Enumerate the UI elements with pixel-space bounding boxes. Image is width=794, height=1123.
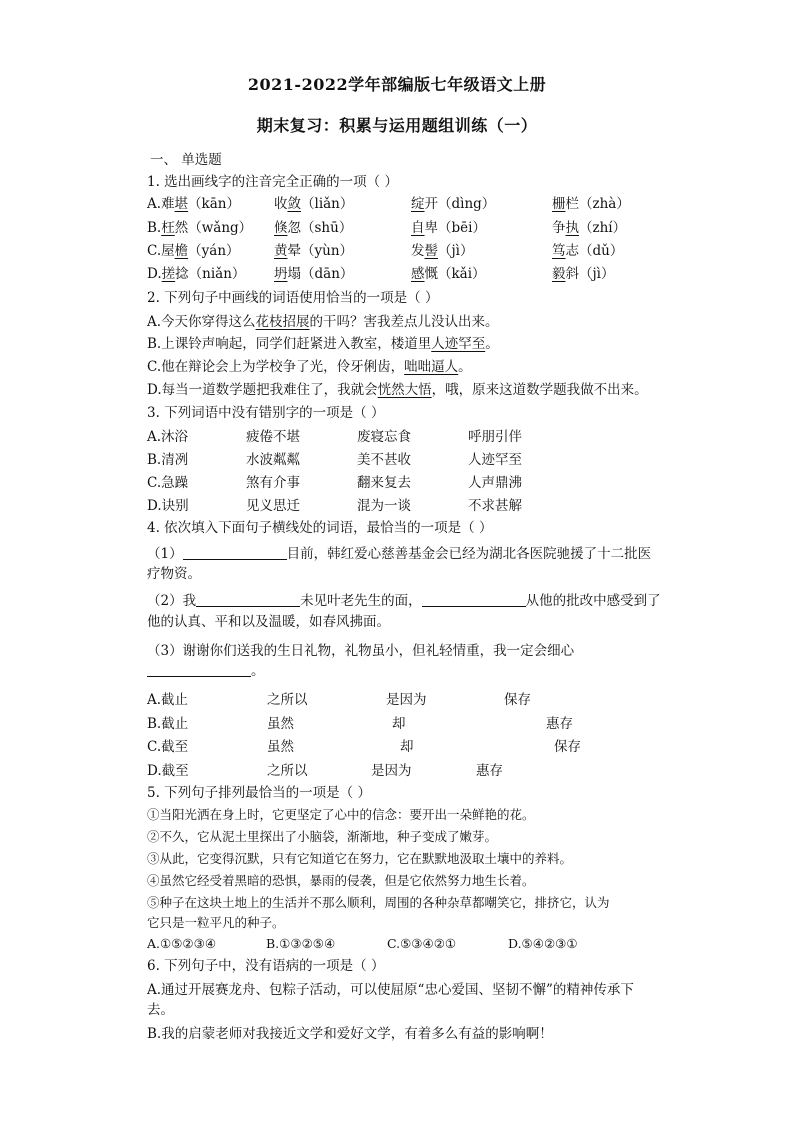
option-cell [411,265,486,283]
cell-text: 晕（yùn） [287,243,354,259]
question-6-stem: 6. 下列句子中，没有语病的一项是（ ） [147,958,385,974]
cell-text: （liǎn） [301,196,354,212]
cell-text: （jì） [438,243,474,259]
cell-text: D. [147,266,162,282]
question-5-sentence: ②不久，它从泥土里探出了小脑袋，渐渐地，种子变成了嫩芽。 [147,829,498,844]
question-4-option-cell: 惠存 [476,763,503,779]
question-3-option-cell: 美不甚收 [357,452,411,468]
question-3-option-cell: 人迹罕至 [468,452,522,468]
option-cell [274,195,353,213]
option-cell [411,195,495,213]
underlined-char: 笃 [552,243,566,259]
underlined-char: 毅 [552,266,566,282]
sentence-3-end: 。 [251,663,265,679]
question-5-sentence: ①当阳光洒在身上时，它更坚定了心中的信念：要开出一朵鲜艳的花。 [147,807,535,822]
underlined-char: 倏 [274,220,288,236]
question-4-sentence-2 [147,592,661,610]
question-4-option-cell: C.截至 [147,739,189,755]
cell-text: （kān） [188,196,240,212]
underlined-char: 感 [411,266,425,282]
question-2-option [147,381,648,399]
question-3-option-cell: B.清冽 [147,452,189,468]
question-4-stem: 4. 依次填入下面句子横线处的词语，最恰当的一项是（ ） [147,520,493,536]
question-2-option [147,358,472,376]
question-5-sentence: ④虽然它经受着黑暗的恐惧，暴雨的侵袭，但是它依然努力地生长着。 [147,873,535,888]
option-text: ，哦，原来这道数学题我做不出来。 [431,382,648,398]
question-3-option-cell: 煞有介事 [246,475,300,491]
cell-text: （zhí） [579,220,627,236]
question-3-option-cell: D.诀别 [147,498,189,514]
option-cell [147,265,245,283]
question-4-option-cell: 虽然 [267,716,294,732]
question-4-sentence-3-cont [147,662,265,680]
underlined-char: 黄 [274,243,288,259]
sentence-2-start: （2）我 [147,593,197,609]
cell-text: 卑（bēi） [424,220,486,236]
question-5-option: B.①③②⑤④ [266,936,336,951]
option-text: D.每当一道数学题把我难住了，我就会 [147,382,378,398]
question-3-option-cell: C.急躁 [147,475,189,491]
cell-text: 塌（dān） [287,266,354,282]
cell-text: （yán） [188,243,240,259]
question-5-stem: 5. 下列句子排列最恰当的一项是（ ） [147,785,371,801]
section-heading: 一、 单选题 [150,152,222,168]
question-6-option: A.通过开展赛龙舟、包粽子活动，可以使屈原“忠心爱国、坚韧不懈”的精神传承下 [147,982,634,998]
question-4-sentence-1-cont: 疗物资。 [147,566,201,582]
question-4-option-cell: 虽然 [267,739,294,755]
cell-text: 捻（niǎn） [175,266,246,282]
cell-text: 忽（shū） [287,220,353,236]
cell-text: C.屋 [147,243,175,259]
option-text: 。 [485,336,499,352]
question-4-option-cell: 却 [400,739,414,755]
question-3-option-cell: 翻来复去 [357,475,411,491]
underlined-char: 搓 [161,266,176,282]
underlined-char: 敛 [287,196,301,212]
underlined-phrase: 花枝招展 [255,314,310,330]
cell-text: 志（dǔ） [565,243,624,259]
cell-text: 收 [274,196,288,212]
fill-blank [422,592,526,607]
cell-text: 斜（jì） [565,266,615,282]
cell-text: B. [147,220,162,236]
sentence-1-number: （1） [147,546,183,562]
question-6-option: B.我的启蒙老师对我接近文学和爱好文学，有着多么有益的影响啊！ [147,1026,553,1042]
underlined-char: 枉 [161,220,175,236]
fill-blank [183,545,287,560]
question-4-option-cell: 保存 [504,692,531,708]
question-6-option: 去。 [147,1002,174,1018]
underlined-char: 堪 [174,196,189,212]
fill-blank [196,592,300,607]
option-cell [552,219,626,237]
question-5-sentence: ⑤种子在这块土地上的生活并不那么顺利，周围的各种杂草都嘲笑它，排挤它，认为 [147,895,610,910]
question-3-option-cell: 人声鼎沸 [468,475,522,491]
question-3-option-cell: 呼朋引伴 [468,429,522,445]
fill-blank [147,662,251,677]
question-3-option-cell: 混为一谈 [357,498,411,514]
option-cell [552,242,623,260]
option-cell [274,219,352,237]
underlined-char: 髻 [424,243,438,259]
question-5-sentence: ③从此，它变得沉默，只有它知道它在努力，它在默默地汲取土壤中的养料。 [147,851,573,866]
question-3-option-cell: 见义思迁 [246,498,300,514]
question-5-option: A.①⑤②③④ [147,936,217,951]
question-4-option-cell: 之所以 [267,692,308,708]
question-4-sentence-1 [147,545,651,563]
option-text: B.上课铃声响起，同学们赶紧进入教室，楼道里 [147,336,432,352]
question-3-option-cell: 疲倦不堪 [246,429,300,445]
question-3-option-cell: A.沐浴 [147,429,189,445]
cell-text: 栏（zhà） [565,196,630,212]
option-cell [411,242,474,260]
document-subtitle: 期末复习：积累与运用题组训练（一） [256,116,538,135]
question-4-sentence-2-cont: 他的认真、平和以及温暖，如春风拂面。 [147,614,390,630]
option-text: 。 [458,359,472,375]
question-4-option-cell: 是因为 [371,763,412,779]
underlined-char: 自 [411,220,425,236]
question-4-sentence-3: （3）谢谢你们送我的生日礼物，礼物虽小，但礼轻情重，我一定会细心 [147,643,575,659]
question-3-option-cell: 不求甚解 [468,498,522,514]
question-4-option-cell: 却 [392,716,406,732]
underlined-phrase: 人迹罕至 [431,336,486,352]
cell-text: 慨（kǎi） [424,266,486,282]
cell-text: 争 [552,220,566,236]
option-cell [147,219,252,237]
question-5-option: D.⑤④②③① [508,936,578,951]
question-1-stem: 1. 选出画线字的注音完全正确的一项（ ） [147,174,398,190]
option-text: 的干吗？害我差点儿没认出来。 [309,314,499,330]
question-3-option-cell: 废寝忘食 [357,429,411,445]
option-text: C.他在辩论会上为学校争了光，伶牙俐齿， [147,359,405,375]
sentence-2-mid: 未见叶老先生的面， [300,593,422,609]
question-2-option [147,335,499,353]
question-4-option-cell: 之所以 [267,763,308,779]
question-4-option-cell: 是因为 [386,692,427,708]
question-4-option-cell: D.截至 [147,763,189,779]
cell-text: 开（dìng） [424,196,496,212]
option-cell [147,195,240,213]
underlined-char: 坍 [274,266,288,282]
option-cell [552,265,615,283]
underlined-phrase: 恍然大悟 [377,382,432,398]
underlined-char: 绽 [411,196,425,212]
question-4-option-cell: A.截止 [147,692,189,708]
question-3-stem: 3. 下列词语中没有错别字的一项是（ ） [147,405,385,421]
question-4-option-cell: 惠存 [546,716,573,732]
question-2-stem: 2. 下列句子中画线的词语使用恰当的一项是（ ） [147,290,439,306]
question-4-option-cell: B.截止 [147,716,189,732]
question-4-option-cell: 保存 [554,739,581,755]
question-5-sentence: 它只是一粒平凡的种子。 [147,915,285,930]
cell-text: A.难 [147,196,175,212]
document-title: 2021-2022学年部编版七年级语文上册 [247,75,547,94]
option-cell [147,242,240,260]
option-cell [274,265,353,283]
sentence-2-end: 从他的批改中感受到了 [525,593,661,609]
cell-text: 然（wǎng） [174,220,253,236]
option-cell [274,242,353,260]
question-5-option: C.⑤③④②① [387,936,457,951]
underlined-char: 执 [565,220,579,236]
question-3-option-cell: 水波粼粼 [246,452,300,468]
cell-text: 发 [411,243,425,259]
sentence-1-text: 目前，韩红爱心慈善基金会已经为湖北各医院驰援了十二批医 [286,546,652,562]
option-cell [411,219,486,237]
underlined-phrase: 咄咄逼人 [404,359,459,375]
underlined-char: 栅 [552,196,566,212]
option-text: A.今天你穿得这么 [147,314,256,330]
question-2-option [147,313,499,331]
option-cell [552,195,630,213]
underlined-char: 檐 [174,243,189,259]
